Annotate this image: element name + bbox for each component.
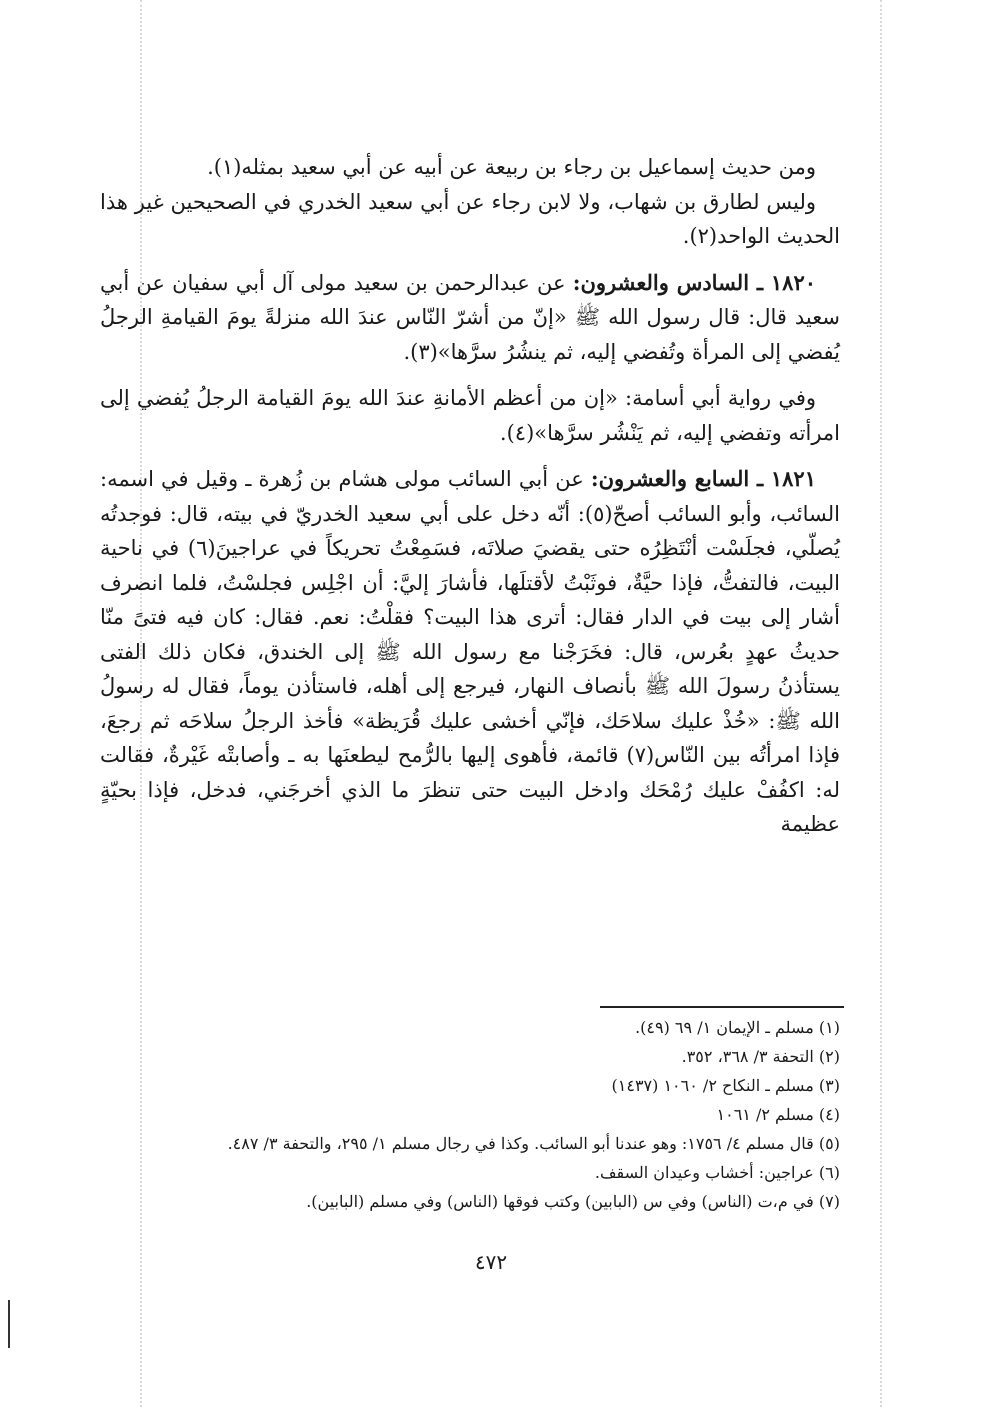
paragraph-text: عن عبدالرحمن بن سعيد مولى آل أبي سفيان عن أبي سعيد قال: قال رسول الله ﷺ «إنّ من أشرّ النّاس عندَ الله منزلةً يومَ القيامةِ الرجلُ يُفضي إلى المرأة وتُفضي إليه، ثم ينشُرُ سرَّها»(٣).: [100, 270, 840, 364]
footnote: (٤) مسلم ٢/ ١٠٦١: [716, 1105, 840, 1124]
paragraph: [100, 185, 840, 254]
hadith-heading: ١٨٢٠ ـ السادس والعشرون:: [572, 269, 817, 295]
hadith-heading: ١٨٢١ ـ السابع والعشرون:: [590, 466, 816, 491]
paragraph-text: ومن حديث إسماعيل بن رجاء بن ربيعة عن أبيه عن أبي سعيد بمثله(١).: [207, 155, 816, 179]
footnote: (٧) في م،ت (الناس) وفي س (البابين) وكتب فوقها (الناس) وفي مسلم (البابين).: [306, 1192, 840, 1211]
footnote: (٣) مسلم ـ النكاح ٢/ ١٠٦٠ (١٤٣٧): [611, 1076, 840, 1095]
footnote: (٦) عراجين: أخشاب وعيدان السقف.: [594, 1163, 840, 1182]
footnote: (٢) التحفة ٣/ ٣٦٨، ٣٥٢.: [681, 1047, 840, 1066]
paragraph-text: وليس لطارق بن شهاب، ولا لابن رجاء عن أبي سعيد الخدري في الصحيحين غير هذا الحديث الواحد(٢).: [100, 189, 840, 248]
footnote-separator: [600, 1006, 844, 1008]
scan-dots-right: [880, 0, 882, 1407]
page-number: ٤٧٢: [474, 1250, 508, 1274]
footnote: (٥) قال مسلم ٤/ ١٧٥٦: وهو عندنا أبو السائب. وكذا في رجال مسلم ١/ ٢٩٥، والتحفة ٣/ ٤٨٧.: [227, 1134, 840, 1153]
paragraph-text: وفي رواية أبي أسامة: «إن من أعظم الأمانةِ عندَ الله يومَ القيامة الرجلُ يُفضي إلى امرأته وتفضي إليه، ثم يَنْشُر سرَّها»(٤).: [100, 386, 840, 445]
hadith-1821: [100, 462, 840, 842]
paragraph-text: عن أبي السائب مولى هشام بن زُهرة ـ وقيل في اسمه: السائب، وأبو السائب أصحّ(٥): أنّه دخل على أبي سعيد الخدريّ في بيته، قال: فوجدتُه يُصلّي، فجلَسْت أنْتَظِرُه حتى يقضيَ صلاتَه، فسَمِعْتُ تحريكاً في عراجينَ(٦) في ناحية البيت، فالتفتُّ، فإذا حيَّةٌ، فوثَبْتُ لأقتلَها، فأشارَ إليَّ: أن اجْلِس فجلسْتُ، فلما انصرف أشار إلى بيت في الدار فقال: أترى هذا البيت؟ فقلْتُ: نعم. فقال: كان فيه فتىً منّا حديثُ عهدٍ بعُرس، قال: فخَرَجْنا مع رسول الله ﷺ إلى الخندق، فكان ذلك الفتى يستأذنُ رسولَ الله ﷺ بأنصاف النهار، فيرجع إلى أهله، فاستأذن يوماً، فقال له رسولُ الله ﷺ: «خُذْ عليك سلاحَك، فإنّي أخشى عليك قُرَيظة» فأخذ الرجلُ سلاحَه ثم رجعَ، فإذا امرأتُه بين النّاس(٧) قائمة، فأهوى إليها بالرُّمح ليطعنَها به ـ وأصابتْه غَيْرةٌ، فقالت له: اكفُفْ عليك رُمْحَك وادخل البيت حتى تنظرَ ما الذي أخرجَني، فدخل، فإذا بحيّةٍ عظيمة: [100, 467, 840, 836]
paragraph: [100, 381, 840, 450]
paragraph: [100, 150, 840, 185]
footnote: (١) مسلم ـ الإيمان ١/ ٦٩ (٤٩).: [635, 1018, 840, 1037]
footnotes: [150, 1013, 840, 1216]
hadith-1820: [100, 266, 840, 370]
main-text: [100, 150, 840, 842]
scan-edge-mark: [8, 1300, 10, 1348]
